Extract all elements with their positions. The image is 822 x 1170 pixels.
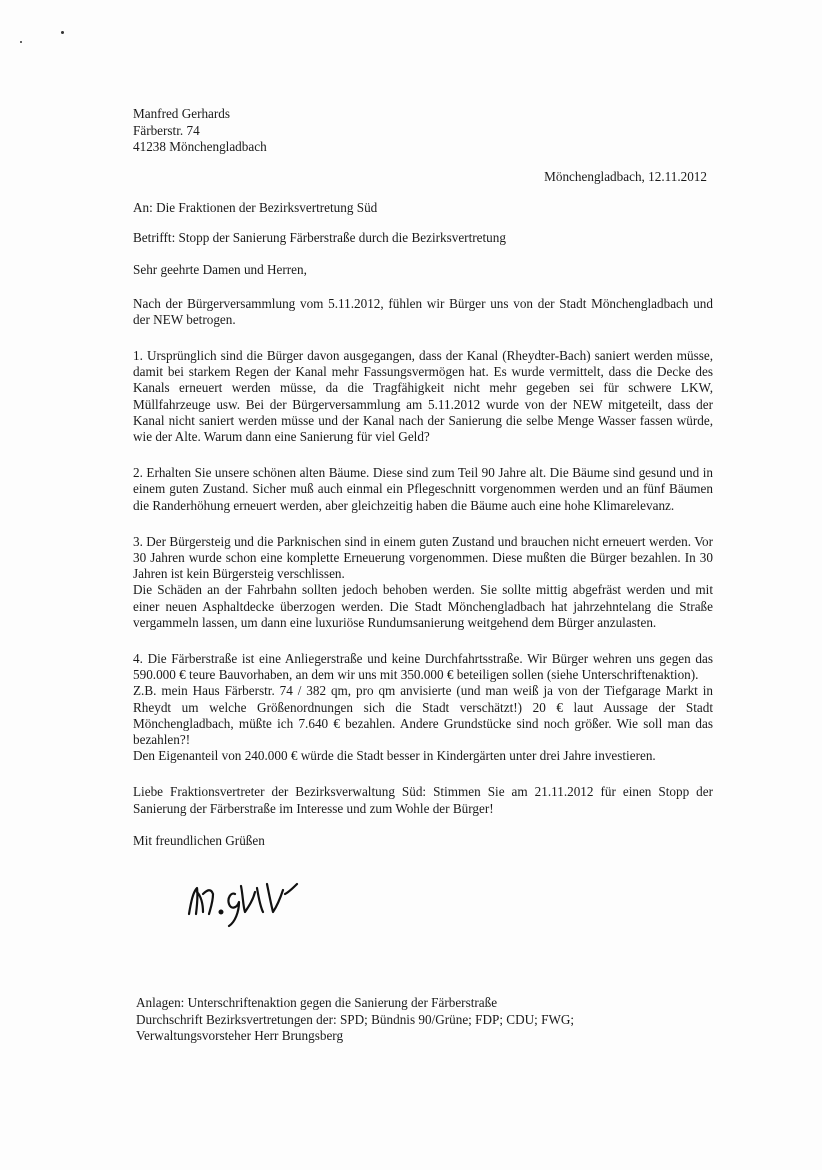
closing-line: Mit freundlichen Grüßen <box>133 832 265 848</box>
letter-body <box>133 200 713 863</box>
attachments-block <box>136 995 696 1045</box>
point-1-paragraph: 1. Ursprünglich sind die Bürger davon ausgegangen, dass der Kanal (Rheydter-Bach) saniert werden müsse, damit bei starkem Regen der Kanal mehr Fassungsvermögen hat. Es wurde vermittelt, dass die Decke des Kanals erneuert werden müsse, da die Tragfähigkeit nicht mehr gegeben sei für schwere LKW, Müllfahrzeuge usw. Bei der Bürgerversammlung am 5.11.2012 wurde von der NEW mitgeteilt, dass der Kanal nicht saniert werden müsse und der Kanal nach der Sanierung die selbe Menge Wasser fassen würde, wie der Alte. Warum dann eine Sanierung für viel Geld? <box>133 348 713 445</box>
point-4-paragraph-a: 4. Die Färberstraße ist eine Anliegerstraße und keine Durchfahrtsstraße. Wir Bürger wehren uns gegen das 590.000 € teure Bauvorhaben, an dem wir uns mit 350.000 € beteiligen sollen (siehe Unterschriftenaktion). <box>133 651 713 683</box>
recipient-line: An: Die Fraktionen der Bezirksvertretung Süd <box>133 200 378 215</box>
sender-city: 41238 Mönchengladbach <box>133 139 267 154</box>
sender-street: Färberstr. 74 <box>133 122 200 138</box>
point-2-paragraph: 2. Erhalten Sie unsere schönen alten Bäume. Diese sind zum Teil 90 Jahre alt. Die Bäume sind gesund und in einem guten Zustand. Sicher muß auch einmal ein Pflegeschnitt vorgenommen werden und an fünf Bäumen die Randerhöhung erneuert werden, aber gleichzeitig haben die Bäume auch eine hohe Klimarelevanz. <box>133 465 713 513</box>
handwritten-signature <box>183 872 313 932</box>
point-4-block <box>133 651 713 764</box>
subject-line: Betrifft: Stopp der Sanierung Färberstraße durch die Bezirksvertretung <box>133 230 506 246</box>
copy-administrator-line: Verwaltungsvorsteher Herr Brungsberg <box>136 1028 344 1043</box>
point-4-paragraph-b: Z.B. mein Haus Färberstr. 74 / 382 qm, pro qm anvisierte (und man weiß ja von der Tiefgarage Markt in Rheydt um welche Größenordnungen sich die Stadt verschätzt!) 20 € laut Aussage der Stadt Mönchengladbach, müßte ich 7.640 € bezahlen. Andere Grundstücke sind noch größer. Wie soll man das bezahlen?! <box>133 683 713 748</box>
point-3-paragraph-b: Die Schäden an der Fahrbahn sollten jedoch behoben werden. Sie sollte mittig abgefräst werden und mit einer neuen Asphaltdecke überzogen werden. Die Stadt Mönchengladbach hat jahrzehntelang die Straße vergammeln lassen, um dann eine luxuriöse Rundumsanierung weitgehend dem Bürger anzulasten. <box>133 582 713 630</box>
attachments-line: Anlagen: Unterschriftenaktion gegen die Sanierung der Färberstraße <box>136 995 498 1010</box>
scan-speck <box>20 41 22 43</box>
scan-speck <box>61 31 64 34</box>
copy-recipients-line: Durchschrift Bezirksvertretungen der: SPD; Bündnis 90/Grüne; FDP; CDU; FWG; <box>136 1011 575 1027</box>
appeal-paragraph: Liebe Fraktionsvertreter der Bezirksverwaltung Süd: Stimmen Sie am 21.11.2012 für einen Stopp der Sanierung der Färberstraße im Interesse und zum Wohle der Bürger! <box>133 784 713 816</box>
point-3-block <box>133 534 713 631</box>
intro-paragraph: Nach der Bürgerversammlung vom 5.11.2012, fühlen wir Bürger uns von der Stadt Mönchengladbach und der NEW betrogen. <box>133 295 713 327</box>
point-4-paragraph-c: Den Eigenanteil von 240.000 € würde die Stadt besser in Kindergärten unter drei Jahre investieren. <box>133 748 656 764</box>
point-3-paragraph-a: 3. Der Bürgersteig und die Parknischen sind in einem guten Zustand und brauchen nicht erneuert werden. Vor 30 Jahren wurde schon eine komplette Erneuerung vorgenommen. Diese mußten die Bürger bezahlen. In 30 Jahren ist kein Bürgersteig verschlissen. <box>133 533 713 582</box>
salutation: Sehr geehrte Damen und Herren, <box>133 262 307 278</box>
sender-address <box>133 106 267 156</box>
date-line: Mönchengladbach, 12.11.2012 <box>544 169 707 184</box>
sender-name: Manfred Gerhards <box>133 106 231 121</box>
